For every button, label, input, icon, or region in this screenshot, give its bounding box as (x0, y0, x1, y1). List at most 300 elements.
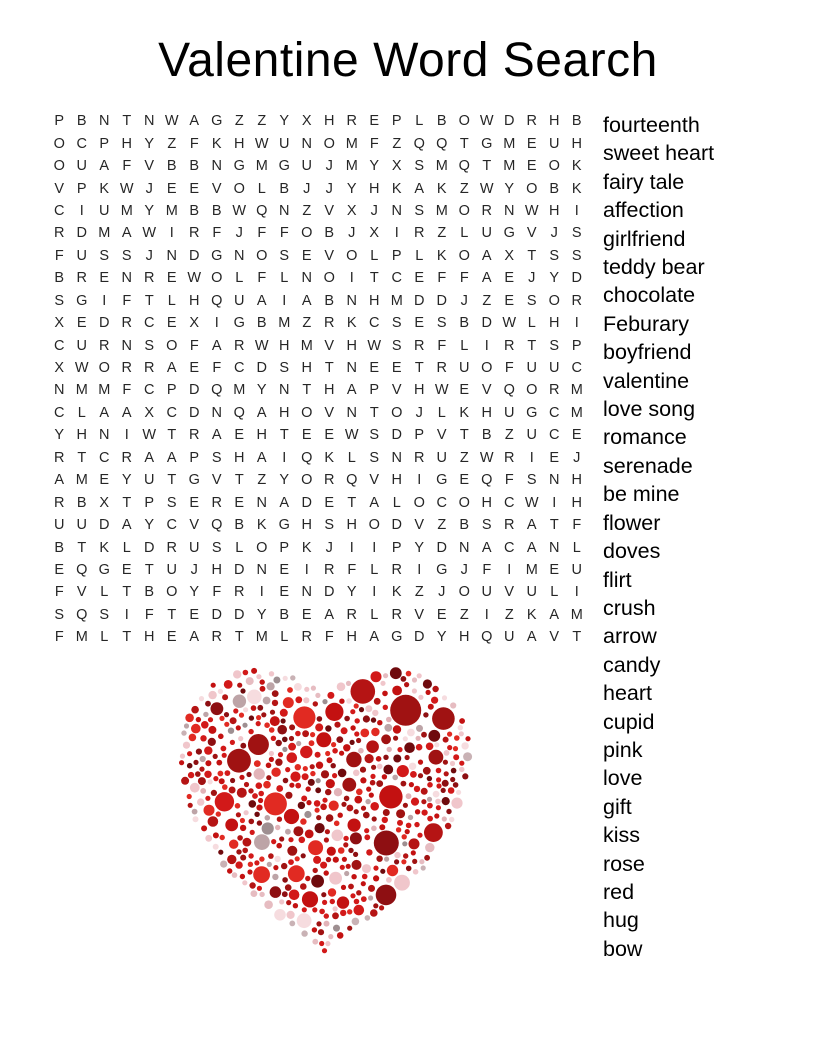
heart-dot (361, 881, 366, 886)
grid-cell: O (256, 247, 268, 264)
grid-cell: H (571, 472, 582, 489)
grid-cell: R (211, 629, 222, 646)
grid-cell: R (504, 449, 515, 466)
heart-dot (188, 772, 194, 778)
grid-cell: O (346, 247, 358, 264)
grid-cell: M (503, 158, 516, 175)
heart-dot (289, 890, 300, 901)
heart-dot (301, 853, 306, 858)
grid-cell: S (391, 337, 402, 354)
heart-dot (192, 809, 198, 815)
heart-dot (459, 731, 464, 736)
heart-dot (205, 760, 211, 766)
grid-cell: V (324, 202, 335, 219)
grid-cell: A (99, 158, 110, 175)
grid-cell: C (144, 315, 155, 332)
grid-cell: E (324, 494, 335, 511)
heart-dot (254, 812, 259, 817)
heart-dot (371, 826, 377, 832)
grid-cell: M (525, 561, 538, 578)
grid-cell: P (571, 337, 582, 354)
grid-cell: G (233, 315, 245, 332)
heart-dot (373, 875, 379, 881)
heart-dot (287, 687, 293, 693)
heart-dot (285, 767, 290, 772)
heart-dot (432, 707, 455, 730)
heart-dot (453, 754, 459, 760)
heart-dot (256, 674, 261, 679)
grid-cell: C (504, 494, 515, 511)
grid-cell: G (76, 292, 88, 309)
heart-dot (412, 859, 417, 864)
grid-cell: A (481, 270, 492, 287)
grid-cell: A (189, 629, 200, 646)
heart-dot (418, 695, 423, 700)
grid-cell: N (549, 539, 560, 556)
grid-cell: W (344, 427, 359, 444)
page-title: Valentine Word Search (158, 34, 658, 87)
grid-cell: N (279, 382, 290, 399)
heart-dot (201, 825, 207, 831)
heart-dot (409, 763, 416, 770)
heart-dot (228, 728, 234, 734)
grid-cell: T (144, 561, 154, 578)
heart-dot (425, 843, 434, 852)
grid-cell: R (54, 449, 65, 466)
grid-cell: L (550, 584, 559, 601)
grid-cell: M (255, 629, 268, 646)
heart-dot (309, 740, 315, 746)
heart-dot (316, 921, 321, 926)
grid-cell: U (76, 247, 87, 264)
grid-cell: T (234, 472, 244, 489)
heart-dot (260, 686, 266, 692)
heart-dot (332, 748, 338, 754)
heart-dot (215, 792, 234, 811)
grid-cell: S (121, 247, 132, 264)
grid-cell: O (458, 584, 470, 601)
grid-cell: B (211, 202, 222, 219)
grid-cell: R (121, 360, 132, 377)
grid-cell: L (167, 292, 176, 309)
grid-cell: M (165, 202, 178, 219)
heart-dot (327, 757, 333, 763)
grid-cell: J (190, 561, 198, 578)
grid-cell: E (166, 315, 177, 332)
grid-cell: A (166, 449, 177, 466)
heart-dot (190, 783, 200, 793)
heart-dot (428, 730, 440, 742)
heart-dot (328, 888, 336, 896)
heart-dot (384, 724, 392, 732)
grid-cell: D (481, 315, 492, 332)
word-list-item: teddy bear (603, 255, 705, 280)
grid-cell: F (144, 606, 154, 623)
grid-cell: V (414, 606, 425, 623)
grid-cell: F (324, 629, 334, 646)
grid-cell: J (145, 247, 153, 264)
heart-dot (250, 830, 255, 835)
grid-cell: R (414, 337, 425, 354)
grid-cell: N (121, 270, 132, 287)
grid-cell: S (324, 517, 335, 534)
grid-cell: G (391, 629, 403, 646)
grid-cell: Y (54, 427, 65, 444)
heart-dot (316, 778, 321, 783)
grid-cell: D (436, 539, 447, 556)
grid-cell: K (571, 180, 582, 197)
heart-dot (342, 778, 356, 792)
heart-dot (249, 715, 254, 720)
heart-dot (459, 761, 464, 766)
heart-dot (274, 909, 286, 921)
heart-dot (267, 862, 272, 867)
heart-dot (263, 781, 271, 789)
heart-dot (273, 677, 280, 684)
heart-dot (272, 874, 278, 880)
heart-dot (283, 697, 294, 708)
word-list-item: gift (603, 794, 632, 819)
heart-dot (290, 772, 300, 782)
heart-dot (334, 788, 342, 796)
heart-dot (383, 755, 388, 760)
heart-dot (427, 816, 433, 822)
grid-cell: D (436, 292, 447, 309)
grid-cell: J (235, 225, 243, 242)
heart-dot (208, 779, 213, 784)
heart-dot (356, 890, 361, 895)
grid-cell: J (438, 584, 446, 601)
grid-cell: H (279, 404, 290, 421)
grid-cell: I (349, 539, 354, 556)
heart-dot (305, 830, 314, 839)
grid-cell: S (391, 315, 402, 332)
grid-cell: V (549, 629, 560, 646)
word-list-item: flirt (603, 567, 632, 592)
heart-dot (281, 863, 287, 869)
heart-dot (310, 771, 315, 776)
heart-dot (268, 853, 274, 859)
heart-dot (200, 788, 206, 794)
grid-cell: O (548, 292, 560, 309)
grid-cell: H (346, 337, 357, 354)
grid-cell: R (481, 202, 492, 219)
heart-dot (365, 799, 370, 804)
grid-cell: E (166, 180, 177, 197)
grid-cell: I (484, 606, 489, 623)
heart-dot (435, 799, 441, 805)
heart-dot (278, 752, 283, 757)
grid-cell: V (189, 517, 200, 534)
grid-cell: X (391, 158, 402, 175)
grid-cell: T (279, 427, 289, 444)
heart-dot (360, 777, 366, 783)
grid-cell: L (527, 315, 536, 332)
heart-dot (366, 849, 372, 855)
grid-cell: Z (302, 202, 312, 219)
grid-cell: K (571, 158, 582, 175)
heart-dot (362, 874, 368, 880)
grid-cell: E (76, 315, 87, 332)
grid-cell: R (54, 494, 65, 511)
heart-dot (271, 768, 280, 777)
heart-dot (196, 717, 201, 722)
grid-cell: J (415, 404, 423, 421)
grid-cell: F (212, 225, 222, 242)
heart-dot (303, 697, 309, 703)
grid-cell: T (167, 472, 177, 489)
grid-cell: U (526, 584, 537, 601)
grid-cell: X (99, 494, 110, 511)
heart-dot (406, 793, 412, 799)
grid-cell: R (526, 113, 537, 130)
heart-dot (350, 893, 355, 898)
heart-dot (233, 695, 246, 708)
heart-dot (258, 791, 264, 797)
grid-cell: C (549, 427, 560, 444)
heart-dot (259, 892, 264, 897)
heart-dot (403, 736, 408, 741)
heart-dot (275, 825, 280, 830)
heart-dot (427, 776, 432, 781)
heart-dot (411, 850, 416, 855)
heart-dot (321, 770, 329, 778)
grid-cell: Z (302, 315, 312, 332)
heart-dot (262, 822, 274, 834)
heart-dot (269, 727, 275, 733)
grid-cell: F (122, 292, 132, 309)
heart-dot (235, 861, 242, 868)
grid-cell: X (369, 225, 380, 242)
grid-cell: J (573, 449, 581, 466)
grid-cell: H (369, 180, 380, 197)
heart-dot (191, 724, 201, 734)
grid-cell: M (120, 202, 133, 219)
heart-dot (421, 799, 426, 804)
grid-cell: E (189, 360, 200, 377)
grid-cell: E (234, 494, 245, 511)
grid-cell: L (257, 180, 266, 197)
grid-cell: K (301, 539, 312, 556)
grid-cell: W (479, 113, 494, 130)
grid-cell: Q (481, 629, 493, 646)
heart-dot (354, 731, 359, 736)
heart-dot (188, 803, 193, 808)
heart-dot (201, 721, 209, 729)
heart-dot (197, 798, 204, 805)
grid-cell: T (527, 247, 537, 264)
heart-dot (407, 729, 415, 737)
heart-dot (251, 890, 258, 897)
grid-cell: T (459, 427, 469, 444)
grid-cell: Q (458, 158, 470, 175)
grid-cell: N (549, 472, 560, 489)
grid-cell: I (282, 449, 287, 466)
heart-dot (313, 856, 321, 864)
grid-cell: V (436, 427, 447, 444)
grid-cell: W (187, 270, 202, 287)
grid-cell: M (570, 382, 583, 399)
grid-cell: H (189, 292, 200, 309)
heart-dot (260, 679, 265, 684)
heart-dot (450, 777, 455, 782)
grid-cell: S (369, 427, 380, 444)
grid-cell: D (189, 382, 200, 399)
heart-dot (283, 676, 288, 681)
grid-cell: R (54, 225, 65, 242)
grid-cell: Y (346, 180, 357, 197)
heart-dot (370, 909, 378, 917)
heart-dot (454, 735, 460, 741)
grid-cell: E (301, 247, 312, 264)
heart-dot (322, 798, 327, 803)
heart-dot (381, 734, 391, 744)
heart-dot (341, 885, 346, 890)
heart-dot (379, 905, 384, 910)
heart-dot (369, 793, 374, 798)
word-list-item: Feburary (603, 311, 690, 336)
grid-cell: E (459, 382, 470, 399)
grid-cell: M (98, 382, 111, 399)
grid-cell: L (572, 539, 581, 556)
word-list-item: serenade (603, 453, 693, 478)
heart-dot (213, 776, 218, 781)
heart-dot (426, 743, 434, 751)
grid-cell: J (303, 180, 311, 197)
heart-dot (308, 840, 323, 855)
heart-dot (364, 834, 370, 840)
grid-cell: L (437, 404, 446, 421)
grid-cell: R (324, 561, 335, 578)
grid-cell: Z (482, 292, 492, 309)
heart-dot (360, 729, 369, 738)
heart-dot (216, 811, 221, 816)
heart-dot (427, 797, 432, 802)
heart-dot (366, 787, 371, 792)
heart-dot (429, 750, 444, 765)
heart-dot (303, 766, 308, 771)
heart-dot (294, 683, 302, 691)
heart-dot (396, 809, 405, 818)
grid-cell: N (256, 494, 267, 511)
grid-cell: K (436, 247, 447, 264)
word-list-item: crush (603, 595, 656, 620)
heart-dot (401, 859, 406, 864)
grid-cell: H (549, 202, 560, 219)
grid-cell: J (528, 270, 536, 287)
grid-cell: U (76, 337, 87, 354)
heart-dot (290, 675, 295, 680)
grid-cell: U (76, 158, 87, 175)
heart-dot (354, 796, 362, 804)
heart-dot (423, 767, 431, 775)
grid-cell: E (166, 270, 177, 287)
grid-cell: T (302, 382, 312, 399)
heart-dot (272, 690, 279, 697)
grid-cell: B (279, 606, 290, 623)
heart-dot (443, 737, 449, 743)
heart-dot (462, 773, 468, 779)
heart-dot (275, 759, 282, 766)
heart-dot (379, 785, 402, 808)
grid-cell: W (254, 135, 269, 152)
grid-cell: S (211, 539, 222, 556)
grid-cell: A (369, 494, 380, 511)
heart-dot (249, 819, 255, 825)
grid-cell: I (282, 292, 287, 309)
heart-dot (322, 948, 327, 953)
heart-dot (316, 762, 323, 769)
grid-cell: G (503, 225, 515, 242)
grid-cell: Q (76, 606, 88, 623)
dotted-heart-illustration (175, 662, 475, 962)
grid-cell: Y (549, 270, 560, 287)
grid-cell: A (481, 247, 492, 264)
heart-dot (334, 821, 340, 827)
heart-dot (406, 866, 412, 872)
heart-dot (450, 702, 456, 708)
heart-dot (221, 746, 227, 752)
heart-dot (343, 744, 350, 751)
grid-cell: C (391, 270, 402, 287)
grid-cell: O (458, 202, 470, 219)
grid-cell: B (54, 539, 65, 556)
heart-dot (371, 671, 382, 682)
grid-cell: Z (257, 113, 267, 130)
word-list-item: love song (603, 397, 696, 422)
grid-cell: B (76, 494, 87, 511)
heart-dot (347, 805, 354, 812)
heart-dot (227, 868, 232, 873)
heart-dot (227, 749, 251, 773)
grid-cell: O (458, 113, 470, 130)
grid-cell: M (503, 135, 516, 152)
grid-cell: N (166, 247, 177, 264)
heart-dot (446, 809, 451, 814)
heart-dot (271, 839, 276, 844)
grid-cell: G (436, 472, 448, 489)
grid-cell: I (79, 202, 84, 219)
grid-cell: Z (459, 449, 469, 466)
heart-dot (312, 907, 317, 912)
heart-dot (409, 838, 420, 849)
word-list-item: girlfriend (603, 226, 686, 251)
heart-dot (252, 793, 258, 799)
heart-dot (293, 706, 315, 728)
grid-cell: S (144, 337, 155, 354)
heart-dot (374, 698, 381, 705)
heart-dot (219, 778, 225, 784)
heart-dot (386, 877, 392, 883)
heart-dot (431, 697, 438, 704)
heart-dot (276, 740, 282, 746)
heart-dot (326, 779, 335, 788)
heart-dot (332, 773, 337, 778)
grid-cell: U (166, 561, 177, 578)
grid-cell: A (256, 292, 267, 309)
heart-dot (370, 802, 379, 811)
grid-cell: A (369, 629, 380, 646)
grid-cell: K (99, 180, 110, 197)
heart-dot (204, 805, 215, 816)
grid-cell: O (301, 225, 313, 242)
heart-dot (187, 763, 193, 769)
heart-dot (204, 771, 211, 778)
heart-dot (251, 668, 257, 674)
heart-dot (248, 862, 253, 867)
grid-cell: R (391, 606, 402, 623)
grid-cell: R (414, 225, 425, 242)
